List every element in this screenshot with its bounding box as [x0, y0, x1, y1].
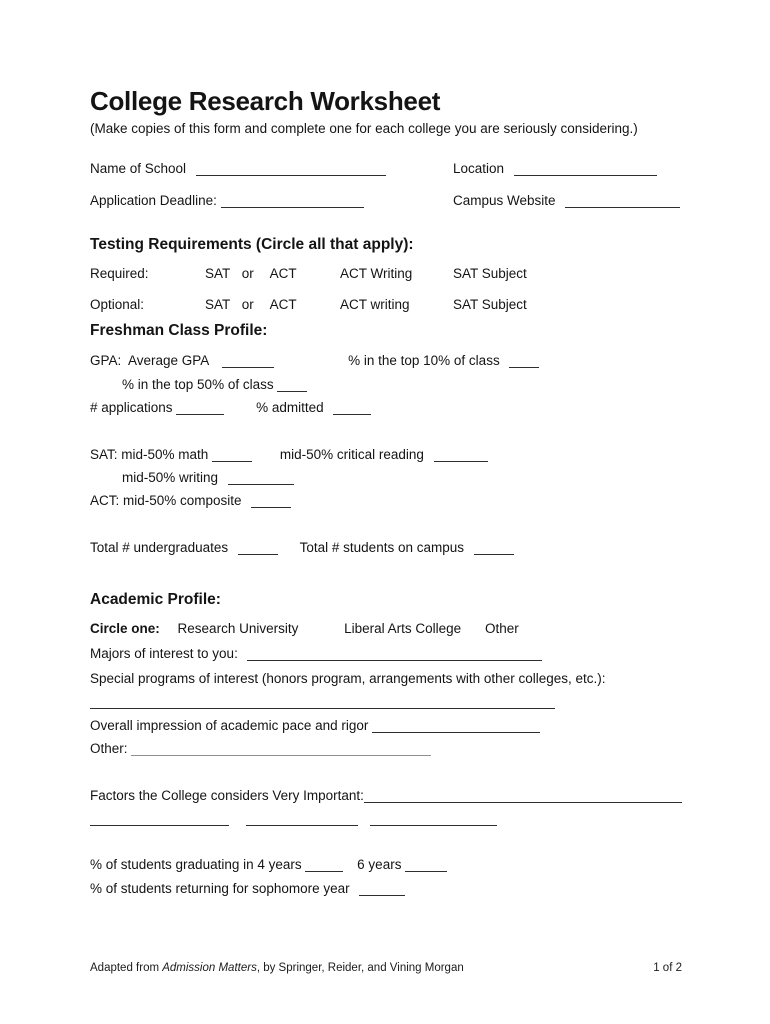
average-gpa-blank[interactable]: [222, 353, 274, 368]
applications-count-blank[interactable]: [176, 400, 224, 415]
footer-credit-suffix: , by Springer, Reider, and Vining Morgan: [256, 962, 464, 974]
application-deadline-blank[interactable]: [221, 193, 364, 208]
campus-website-blank[interactable]: [565, 193, 680, 208]
factors-row: [90, 787, 682, 804]
special-programs-line-row: [90, 693, 682, 707]
grad-4yr-blank[interactable]: [305, 857, 343, 872]
page-footer: [90, 961, 682, 975]
other-label: Other:: [90, 741, 128, 756]
footer-credit-book-title: Admission Matters: [162, 962, 257, 974]
option-other[interactable]: Other: [484, 621, 519, 636]
pace-rigor-label: Overall impression of academic pace and rigor: [90, 718, 369, 733]
grad-6yr-label: 6 years: [357, 857, 402, 872]
optional-or-text: or: [241, 297, 254, 312]
option-required-act[interactable]: ACT: [269, 266, 297, 281]
circle-one-row: [90, 620, 682, 637]
critical-reading-label: mid-50% critical reading: [279, 447, 424, 462]
option-optional-act[interactable]: ACT: [269, 297, 297, 312]
pace-rigor-row: [90, 717, 682, 734]
majors-blank[interactable]: [247, 646, 542, 661]
location-label: Location: [453, 161, 505, 176]
admitted-percent-label: % admitted: [256, 400, 324, 415]
top10-percent-label: % in the top 10% of class: [348, 353, 500, 368]
name-of-school-label: Name of School: [90, 161, 187, 176]
location-blank[interactable]: [514, 161, 657, 176]
majors-label: Majors of interest to you:: [90, 646, 238, 661]
deadline-website-row: [90, 192, 682, 209]
gpa-row: [90, 352, 682, 369]
undergraduates-total-label: Total # undergraduates: [90, 540, 229, 555]
circle-one-label: Circle one:: [90, 621, 160, 636]
grad-4yr-label: % of students graduating in 4 years: [90, 857, 302, 872]
act-composite-blank[interactable]: [251, 493, 291, 508]
option-required-sat-subject[interactable]: SAT Subject: [453, 266, 527, 281]
sat-math-label: SAT: mid-50% math: [90, 447, 209, 462]
top50-percent-label: % in the top 50% of class: [122, 377, 274, 392]
page-number: 1 of 2: [653, 962, 682, 974]
optional-label: Optional:: [90, 297, 145, 312]
other-blank[interactable]: [131, 741, 431, 756]
sophomore-return-label: % of students returning for sophomore year: [90, 881, 350, 896]
option-optional-act-writing[interactable]: ACT writing: [340, 297, 410, 312]
other-row: [90, 740, 682, 757]
top50-percent-blank[interactable]: [277, 377, 307, 392]
school-name-blank[interactable]: [196, 161, 386, 176]
special-programs-blank[interactable]: [90, 694, 555, 709]
testing-required-row: [90, 265, 682, 282]
sophomore-return-row: [90, 880, 682, 897]
school-location-row: [90, 160, 682, 177]
majors-row: [90, 645, 682, 662]
applications-count-label: # applications: [90, 400, 173, 415]
option-optional-sat-subject[interactable]: SAT Subject: [453, 297, 527, 312]
factors-blank[interactable]: [364, 788, 682, 803]
applications-row: [90, 399, 682, 416]
option-required-act-writing[interactable]: ACT Writing: [340, 266, 413, 281]
sophomore-return-blank[interactable]: [359, 881, 405, 896]
application-deadline-label: Application Deadline:: [90, 193, 217, 208]
sat-critical-reading-blank[interactable]: [434, 447, 488, 462]
sat-writing-blank[interactable]: [228, 470, 294, 485]
testing-requirements-heading: Testing Requirements (Circle all that apply):: [90, 236, 414, 253]
campus-students-total-label: Total # students on campus: [299, 540, 464, 555]
admitted-percent-blank[interactable]: [333, 400, 371, 415]
required-or-text: or: [241, 266, 254, 281]
undergraduates-total-blank[interactable]: [238, 540, 278, 555]
page-subtitle: (Make copies of this form and complete one for each college you are seriously considering.): [90, 121, 638, 136]
factors-label: Factors the College considers Very Important:: [90, 788, 364, 803]
average-gpa-label: GPA: Average GPA: [90, 353, 209, 368]
option-liberal-arts-college[interactable]: Liberal Arts College: [344, 621, 462, 636]
special-programs-label: Special programs of interest (honors program, arrangements with other colleges, etc.):: [90, 671, 606, 686]
option-research-university[interactable]: Research University: [177, 621, 299, 636]
required-label: Required:: [90, 266, 149, 281]
option-optional-sat[interactable]: SAT: [205, 297, 231, 312]
factors-blank-4[interactable]: [370, 811, 497, 826]
factors-blank-3[interactable]: [246, 811, 358, 826]
sat-math-blank[interactable]: [212, 447, 252, 462]
pace-rigor-blank[interactable]: [372, 718, 540, 733]
factors-blank-2[interactable]: [90, 811, 229, 826]
act-composite-label: ACT: mid-50% composite: [90, 493, 242, 508]
campus-students-total-blank[interactable]: [474, 540, 514, 555]
page-title: College Research Worksheet: [90, 86, 441, 116]
freshman-profile-heading: Freshman Class Profile:: [90, 322, 268, 339]
testing-optional-row: [90, 296, 682, 313]
totals-row: [90, 539, 682, 556]
option-required-sat[interactable]: SAT: [205, 266, 231, 281]
special-programs-row: [90, 670, 682, 687]
sat-writing-row: [90, 469, 682, 486]
graduation-row: [90, 856, 682, 873]
campus-website-label: Campus Website: [453, 193, 556, 208]
act-composite-row: [90, 492, 682, 509]
footer-credit: [90, 961, 464, 975]
sat-writing-label: mid-50% writing: [122, 470, 219, 485]
sat-mid50-row: [90, 446, 682, 463]
top50-row: [90, 376, 682, 393]
top10-percent-blank[interactable]: [509, 353, 539, 368]
footer-credit-prefix: Adapted from: [90, 962, 163, 974]
factors-extra-lines-row: [90, 810, 682, 824]
academic-profile-heading: Academic Profile:: [90, 591, 221, 608]
grad-6yr-blank[interactable]: [405, 857, 447, 872]
